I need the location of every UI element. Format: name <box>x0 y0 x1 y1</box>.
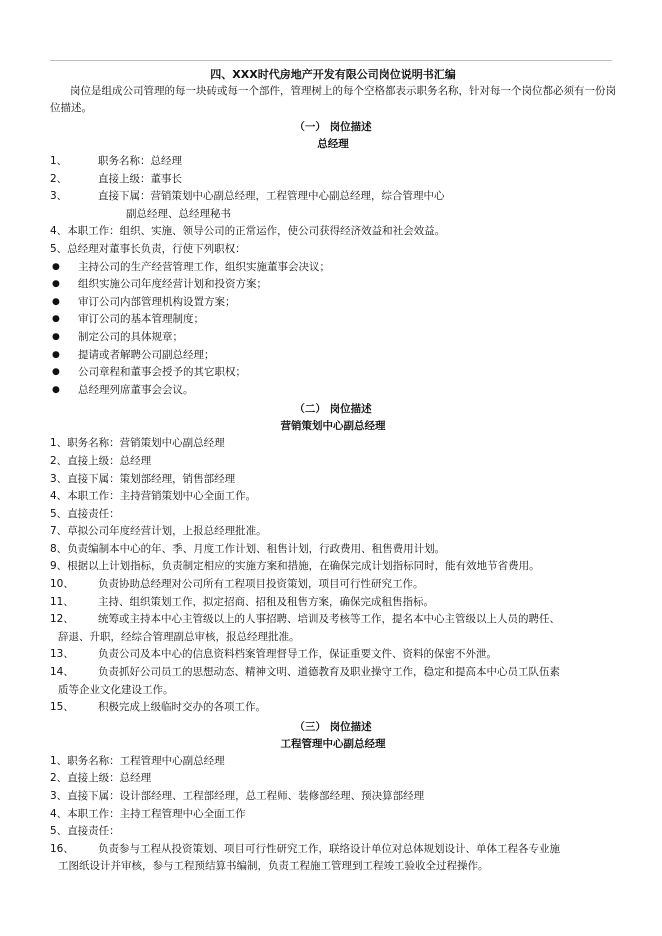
bullet-icon: ● <box>52 261 60 272</box>
list-item: 1、 职务名称：总经理 <box>50 155 182 167</box>
list-item: 14、 负责抓好公司员工的思想动态、精神文明、道德教育及职业操守工作，稳定和提高本中心员工队伍素 <box>50 666 560 679</box>
bullet-icon: ● <box>52 349 60 360</box>
bullet-item: ● 提请或者解聘公司副总经理； <box>50 347 616 365</box>
list-item: 5、 总经理对董事长负责，行使下列职权： <box>50 242 246 255</box>
bullet-icon: ● <box>52 314 60 325</box>
list-item: 13、 负责公司及本中心的信息资料档案管理督导工作，保证重要文件、资料的保密不外泄。 <box>50 648 497 661</box>
bullet-item: ● 审订公司内部管理机构设置方案； <box>50 294 616 312</box>
bullet-icon: ● <box>52 331 60 342</box>
list-item: 2、 直接上级：总经理 <box>50 772 152 785</box>
bullet-item: ● 组织实施公司年度经营计划和投资方案； <box>50 276 616 294</box>
list-item: 12、 统筹或主持本中心主管级以上的人事招聘、培训及考核等工作，提名本中心主管级以上人员的聘任、 <box>50 613 560 626</box>
list-item: 3、 直接下属：营销策划中心副总经理，工程管理中心副总经理，综合管理中心 <box>50 190 445 203</box>
list-item: 11、 主持、组织策划工作，拟定招商、招租及租售方案，确保完成租售指标。 <box>50 595 434 608</box>
header-rule <box>50 60 612 61</box>
list-item: 15、 积极完成上级临时交办的各项工作。 <box>50 701 266 714</box>
list-item-continuation: 质等企业文化建设工作。 <box>58 683 174 696</box>
list-item: 7、 草拟公司年度经营计划，上报总经理批准。 <box>50 525 267 538</box>
bullet-item: ● 公司章程和董事会授予的其它职权； <box>50 364 616 382</box>
list-item: 3、 直接下属：策划部经理，销售部经理 <box>50 472 236 485</box>
list-item: 2、 直接上级：董事长 <box>50 172 182 185</box>
list-item: 1、 职务名称：工程管理中心副总经理 <box>50 754 225 767</box>
bullet-item: ● 主持公司的生产经营管理工作，组织实施董事会决议； <box>50 259 616 277</box>
list-item: 8、 负责编制本中心的年、季、月度工作计划、租售计划，行政费用、租售费用计划。 <box>50 542 446 555</box>
section-heading: （三） 岗位描述 <box>294 720 372 733</box>
section-heading: （一） 岗位描述 <box>294 121 372 133</box>
list-item-continuation: 副总经理、总经理秘书 <box>126 207 231 220</box>
bullet-icon: ● <box>52 367 60 378</box>
bullet-item: ● 总经理列席董事会会议。 <box>50 382 616 400</box>
list-item: 5、 直接责任： <box>50 825 120 838</box>
list-item-continuation: 辞退、升职，经综合管理副总审核，报总经理批准。 <box>58 630 300 643</box>
section-heading: （二） 岗位描述 <box>294 403 372 416</box>
list-item: 1、 职务名称：营销策划中心副总经理 <box>50 437 225 450</box>
document-title: 四、XXX时代房地产开发有限公司岗位说明书汇编 <box>210 68 456 81</box>
list-item: 4、 本职工作：组织、实施、领导公司的正常运作，使公司获得经济效益和社会效益。 <box>50 225 446 238</box>
position-title: 总经理 <box>317 138 349 150</box>
bullet-icon: ● <box>52 384 60 395</box>
position-title: 工程管理中心副总经理 <box>280 737 386 750</box>
bullet-icon: ● <box>52 279 60 290</box>
list-item: 16、 负责参与工程从投资策划、项目可行性研究工作，联络设计单位对总体规划设计、单体工程各专业施 <box>50 842 560 855</box>
list-item-continuation: 工图纸设计并审核，参与工程预结算书编制，负责工程施工管理到工程竣工验收全过程操作。 <box>58 860 489 873</box>
list-item: 10、 负责协助总经理对公司所有工程项目投资策划，项目可行性研究工作。 <box>50 578 424 591</box>
list-item: 4、 本职工作：主持营销策划中心全面工作。 <box>50 490 257 503</box>
list-item: 3、 直接下属：设计部经理、工程部经理，总工程师、装修部经理、预决算部经理 <box>50 790 425 802</box>
list-item: 2、 直接上级：总经理 <box>50 454 152 467</box>
list-item: 4、 本职工作：主持工程管理中心全面工作 <box>50 807 246 820</box>
bullet-item: ● 审订公司的基本管理制度； <box>50 311 616 329</box>
list-item: 5、 直接责任： <box>50 507 120 520</box>
bullet-item: ● 制定公司的具体规章； <box>50 329 616 347</box>
document-page <box>50 66 616 876</box>
position-title: 营销策划中心副总经理 <box>280 420 386 433</box>
bullet-icon: ● <box>52 296 60 307</box>
intro-paragraph: 岗位是组成公司管理的每一块砖或每一个部件，管理树上的每个空格都表示职务名称，针对每一个岗位都必须有一份岗位描述。 <box>50 85 616 114</box>
list-item: 9、 根据以上计划指标，负责制定相应的实施方案和措施，在确保完成计划指标同时，能有效地节省费用。 <box>50 560 540 573</box>
